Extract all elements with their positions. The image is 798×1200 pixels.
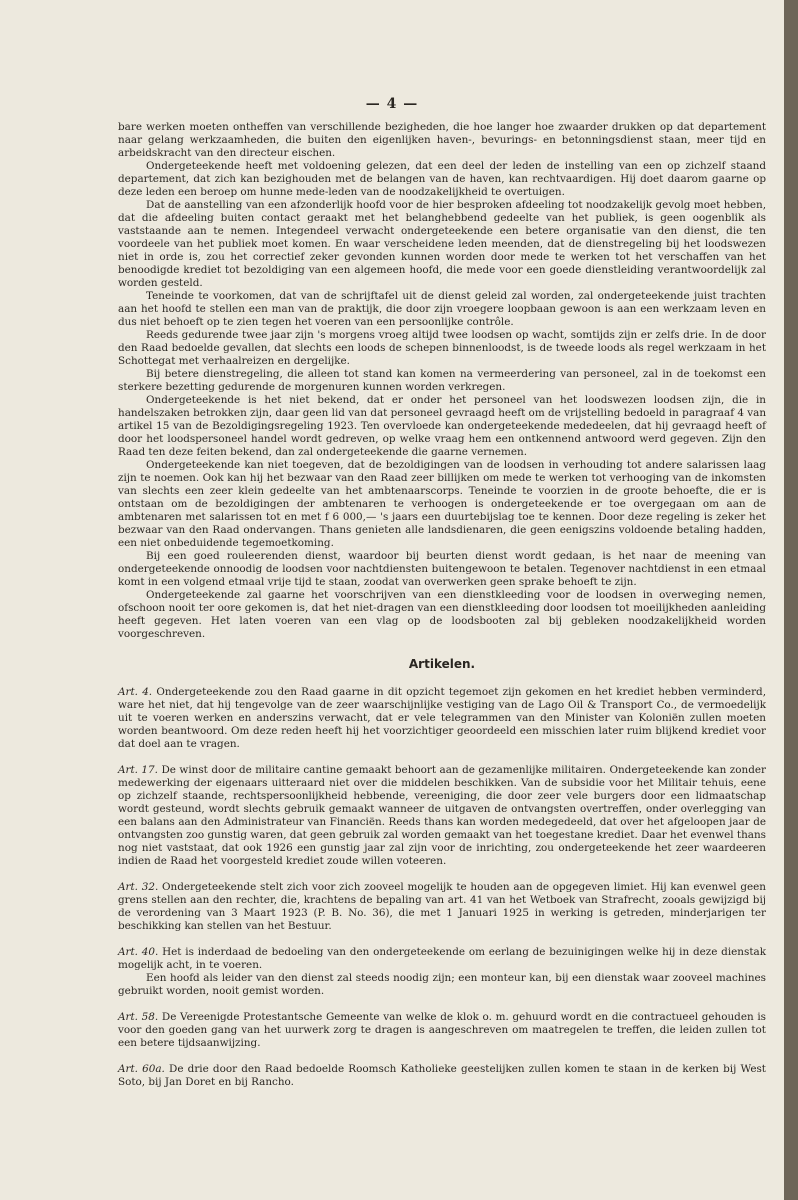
article-text: Ondergeteekende stelt zich voor zich zooveel mogelijk te houden aan de opgegeven limiet. Hij kan evenwel geen grens stellen aan den rechter, die, krachtens de bepaling van art. 41 van het Wetboek van Strafrecht, zooals gewijzigd bij de verordening van 3 Maart 1923 (P. B. No. 36), die met 1 Januari 1925 in werking is getreden, minderjarigen ter beschikking kan stellen van het Bestuur.: [118, 881, 766, 932]
article-paragraph: [118, 764, 766, 868]
article-paragraph: [118, 881, 766, 933]
section-heading: Artikelen.: [408, 657, 476, 671]
article-paragraph: [118, 1063, 766, 1089]
article-text: De winst door de militaire cantine gemaakt behoort aan de gezamenlijke militairen. Ondergeteekende kan zonder medewerking der eigenaars uitteraard niet over die middelen beschikken. Van de subsidie voor het Militair tehuis, eene op zichzelf staande, rechtspersoonlijkheid hebbende, vereeniging, die door zeer vele burgers door een lidmaatschap wordt gesteund, wordt slechts gebruik gemaakt wanneer de uitgaven de ontvangsten overtreffen, onder overlegging van een balans aan den Administrateur van Financiën. Reeds thans kan worden medegedeeld, dat over het afgeloopen jaar de ontvangsten zoo gunstig waren, dat geen gebruik zal worden gemaakt van het toegestane krediet. Daar het evenwel thans nog niet vaststaat, dat ook 1926 een gunstig jaar zal zijn voor de inrichting, zou ondergeteekende het zeer waardeeren indien de Raad het voorgesteld krediet zoude willen voteeren.: [118, 764, 766, 867]
article-text: Het is inderdaad de bedoeling van den ondergeteekende om eerlang de bezuinigingen welke hij in deze dienstak mogelijk acht, in te voeren.: [118, 946, 767, 971]
article-paragraph: [118, 946, 766, 972]
paragraph: Ondergeteekende heeft met voldoening gelezen, dat een deel der leden de instelling van een op zichzelf staand departement, dat zich kan bezighouden met de belangen van de haven, kan rechtvaardigen. Hij doet daarom gaarne op deze leden een beroep om hunne mede-leden van de noodzakelijkheid te overtuigen.: [118, 160, 766, 198]
paragraph: Bij een goed rouleerenden dienst, waardoor bij beurten dienst wordt gedaan, is het naar de meening van ondergeteekende onnoodig de loodsen voor nachtdiensten buitengewoon te betalen. Tegenover nachtdienst in een etmaal komt in een volgend etmaal vrije tijd te staan, zoodat van overwerken geen sprake behoeft te zijn.: [118, 550, 766, 588]
article-text: De Vereenigde Protestantsche Gemeente van welke de klok o. m. gehuurd wordt en die contractueel gehouden is voor den goeden gang van het uurwerk zorg te dragen is aangeschreven om maatregelen te treffen, die leiden zullen tot een betere tijdsaanwijzing.: [118, 1011, 767, 1049]
paragraph: Ondergeteekende zal gaarne het voorschrijven van een dienstkleeding voor de loodsen in overweging nemen, ofschoon nooit ter oore gekomen is, dat het niet-dragen van een dienstkleeding door loodsen tot moeilijkheden aanleiding heeft gegeven. Het laten voeren van een vlag op de loodsbooten zal bij gebleken noodzakelijkheid worden voorgeschreven.: [118, 589, 766, 640]
document-body: [118, 121, 766, 1089]
article-number: Art. 60a.: [118, 1063, 165, 1075]
article-text: De drie door den Raad bedoelde Roomsch Katholieke geestelijken zullen komen te staan in de kerken bij West Soto, bij Jan Doret en bij Rancho.: [118, 1063, 766, 1088]
article-paragraph: [118, 1011, 766, 1050]
article-text: Ondergeteekende zou den Raad gaarne in dit opzicht tegemoet zijn gekomen en het krediet hebben verminderd, ware het niet, dat hij tengevolge van de zeer waarschijnlijke vestiging van de Lago Oil & Transport Co., de vermoedelijk uit te voeren werken en anderszins verwacht, dat er vele telegrammen van den Minister van Koloniën zullen moeten worden beantwoord. Om deze reden heeft hij het voorzichtiger geoordeeld een misschien later ruim blijkend krediet voor dat doel aan te vragen.: [118, 686, 766, 750]
article-paragraph: [118, 686, 766, 751]
paragraph: Dat de aanstelling van een afzonderlijk hoofd voor de hier besproken afdeeling tot noodzakelijk gevolg moet hebben, dat die afdeeling buiten contact geraakt met het belanghebbend gedeelte van het publiek, is geen oogenblik als vaststaande aan te nemen. Integendeel verwacht ondergeteekende een betere organisatie van den dienst, die ten voordeele van het publiek moet komen. En waar verscheidene leden meenden, dat de dienstregeling bij het loodswezen niet in orde is, zou het correctief zeker gevonden kunnen worden door mede te werken tot het verschaffen van het benoodigde krediet tot bezoldiging van een algemeen hoofd, die mede voor een goede dienstleiding verantwoordelijk zal worden gesteld.: [118, 199, 766, 289]
article-number: Art. 32.: [118, 881, 159, 893]
paragraph: Reeds gedurende twee jaar zijn 's morgens vroeg altijd twee loodsen op wacht, somtijds zijn er zelfs drie. In de door den Raad bedoelde gevallen, dat slechts een loods de schepen binnenloodst, is de tweede loods als regel werkzaam in het Schottegat met verhaalreizen en dergelijke.: [118, 329, 766, 367]
article-number: Art. 40.: [118, 946, 159, 958]
paragraph: Ondergeteekende kan niet toegeven, dat de bezoldigingen van de loodsen in verhouding tot andere salarissen laag zijn te noemen. Ook kan hij het bezwaar van den Raad zeer billijken om mede te werken tot verhooging van de inkomsten van slechts een zeer klein gedeelte van het ambtenaarscorps. Teneinde te voorzien in de groote behoefte, die er is ontstaan om de bezoldigingen der ambtenaren te verhoogen is ondergeteekende er toe overgegaan om aan de ambtenaren met salarissen tot en met f 6 000,— 's jaars een duurtebijslag toe te kennen. Door deze regeling is zeker het bezwaar van den Raad ondervangen. Thans genieten alle landsdienaren, die geen eenigszins voldoende betaling hadden, een niet onbeduidende tegemoetkoming.: [118, 459, 766, 549]
paragraph: Bij betere dienstregeling, die alleen tot stand kan komen na vermeerdering van personeel, zal in de toekomst een sterkere bezetting gedurende de morgenuren kunnen worden verkregen.: [118, 368, 766, 393]
page-number: — 4 —: [365, 96, 419, 112]
paragraph: Ondergeteekende is het niet bekend, dat er onder het personeel van het loodswezen loodsen zijn, die in handelszaken betrokken zijn, daar geen lid van dat personeel gevraagd heeft om de vrijstelling bedoeld in paragraaf 4 van artikel 15 van de Bezoldigingsregeling 1923. Ten overvloede kan ondergeteekende mededeelen, dat hij gevraagd heeft of door het loodspersoneel handel wordt gedreven, op welke vraag hem een ontkennend antwoord werd gegeven. Zijn den Raad ten deze feiten bekend, dan zal ondergeteekende die gaarne vernemen.: [118, 394, 767, 458]
paragraph: bare werken moeten ontheffen van verschillende bezigheden, die hoe langer hoe zwaarder drukken op dat departement naar gelang werkzaamheden, die buiten den eigenlijken haven-, bevurings- en betonningsdienst staan, meer tijd en arbeidskracht van den directeur eischen.: [118, 121, 766, 159]
article-number: Art. 4.: [118, 686, 153, 698]
paragraph: Een hoofd als leider van den dienst zal steeds noodig zijn; een monteur kan, bij een dienstak waar zooveel machines gebruikt worden, nooit gemist worden.: [118, 972, 766, 997]
article-number: Art. 17.: [118, 764, 158, 776]
article-number: Art. 58.: [118, 1011, 159, 1023]
paragraph: Teneinde te voorkomen, dat van de schrijftafel uit de dienst geleid zal worden, zal ondergeteekende juist trachten aan het hoofd te stellen een man van de praktijk, die door zijn vroegere loopbaan gewoon is aan een werkzaam leven en dus niet behoeft op te zien tegen het voeren van een persoonlijke contrôle.: [118, 290, 766, 328]
